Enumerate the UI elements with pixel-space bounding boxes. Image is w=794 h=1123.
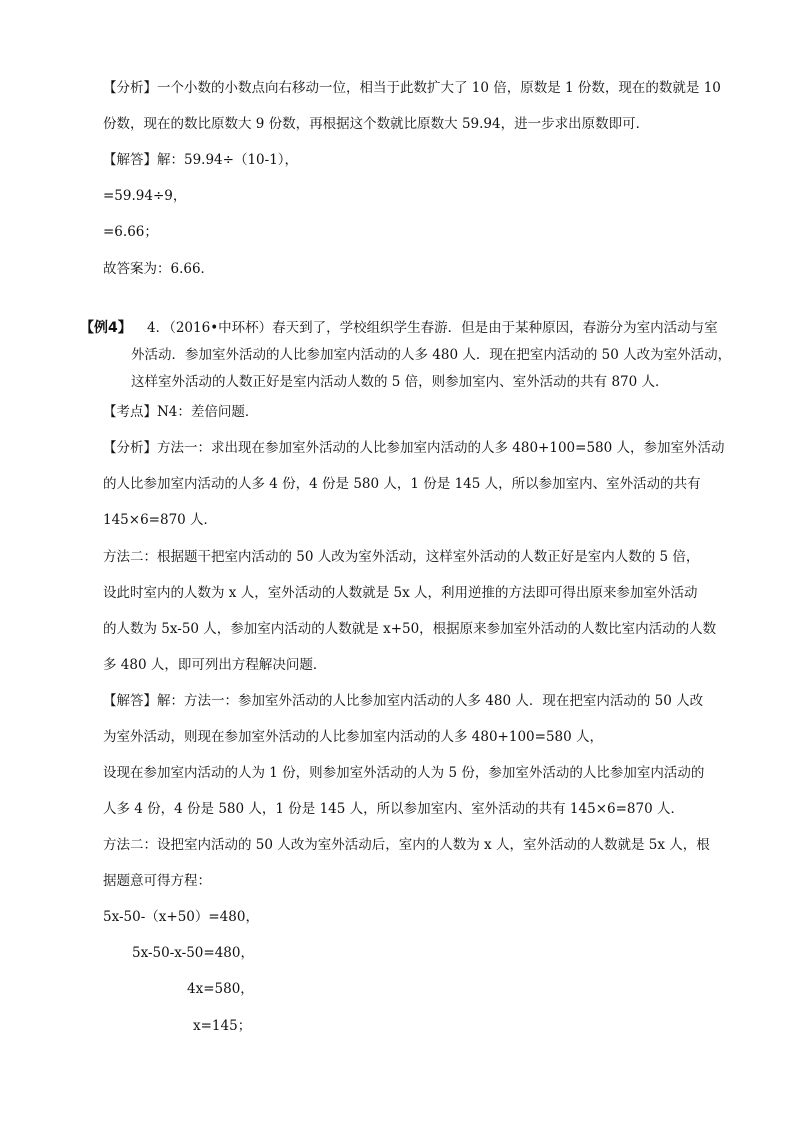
solution2-line-2: 据题意可得方程：: [103, 873, 211, 889]
solution2-line-1: 方法二：设把室内活动的 50 人改为室外活动后，室内的人数为 x 人，室外活动的人数就是 5x 人，根: [103, 837, 710, 853]
solution1-line-2: 为室外活动，则现在参加室外活动的人比参加室内活动的人多 480+100=580 人，: [103, 729, 604, 745]
answer-line-3: =6.66；: [103, 224, 158, 240]
question-line-1: 4．（2016•中环杯）春天到了，学校组织学生春游．但是由于某种原因，春游分为室内活动与室: [147, 320, 718, 336]
method2-analysis-line-3: 的人数为 5x-50 人，参加室内活动的人数就是 x+50，根据原来参加室外活动的人数比室内活动的人数: [103, 621, 717, 637]
knowledge-point: 【考点】N4：差倍问题．: [103, 404, 259, 420]
answer-line-1: 【解答】解：59.94÷（10-1），: [103, 152, 299, 168]
method1-analysis-line-1: 【分析】方法一：求出现在参加室外活动的人比参加室内活动的人多 480+100=580 人，参加室外活动: [103, 440, 725, 456]
answer-line-2: =59.94÷9，: [103, 188, 187, 204]
solution1-line-4: 人多 4 份，4 份是 580 人，1 份是 145 人，所以参加室内、室外活动的共有 145×6=870 人．: [103, 801, 684, 817]
solution1-line-1: 【解答】解：方法一：参加室外活动的人比参加室内活动的人多 480 人．现在把室内活动的 50 人改: [103, 693, 704, 709]
analysis-line-2: 份数，现在的数比原数大 9 份数，再根据这个数就比原数大 59.94，进一步求出原数即可．: [103, 116, 650, 132]
equation-line-1: 5x-50-（x+50）=480，: [103, 909, 259, 925]
equation-line-4: x=145；: [193, 1018, 252, 1034]
method1-analysis-line-3: 145×6=870 人．: [103, 512, 218, 528]
method2-analysis-line-1: 方法二：根据题干把室内活动的 50 人改为室外活动，这样室外活动的人数正好是室内人数的 5 倍，: [103, 549, 700, 565]
method1-analysis-line-2: 的人比参加室内活动的人多 4 份，4 份是 580 人，1 份是 145 人，所以参加室内、室外活动的共有: [103, 476, 701, 492]
equation-line-2: 5x-50-x-50=480，: [132, 945, 254, 961]
method2-analysis-line-2: 设此时室内的人数为 x 人，室外活动的人数就是 5x 人，利用逆推的方法即可得出原来参加室外活动: [103, 585, 698, 601]
question-line-3: 这样室外活动的人数正好是室内活动人数的 5 倍，则参加室内、室外活动的共有 870 人．: [131, 374, 669, 390]
solution1-line-3: 设现在参加室内活动的人为 1 份，则参加室外活动的人为 5 份，参加室外活动的人比参加室内活动的: [103, 765, 705, 781]
method2-analysis-line-4: 多 480 人，即可列出方程解决问题．: [103, 657, 327, 673]
answer-line-4: 故答案为：6.66．: [103, 261, 215, 277]
equation-line-3: 4x=580，: [187, 981, 254, 997]
question-line-2: 外活动．参加室外活动的人比参加室内活动的人多 480 人．现在把室内活动的 50 人改为室外活动，: [131, 347, 732, 363]
analysis-line-1: 【分析】一个小数的小数点向右移动一位，相当于此数扩大了 10 倍，原数是 1 份数，现在的数就是 10: [103, 80, 721, 96]
example-label: 【例4】: [80, 320, 132, 336]
